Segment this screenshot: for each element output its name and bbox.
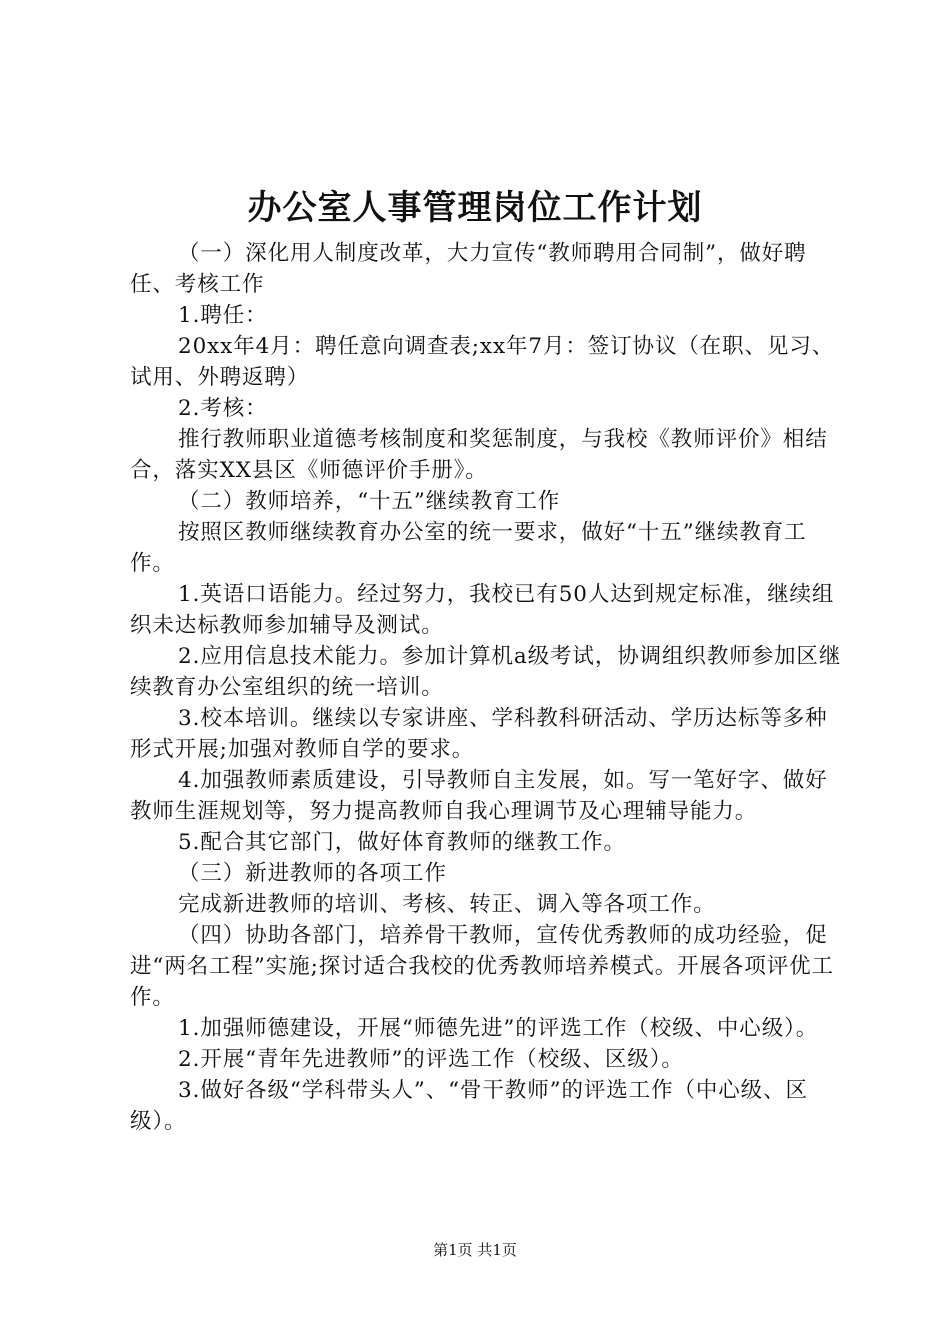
list-item-english: 1.英语口语能力。经过努力，我校已有50人达到规定标准，继续组织未达标教师参加辅导及测试。 <box>130 582 835 638</box>
section-heading-1: （一）深化用人制度改革，大力宣传“教师聘用合同制”，做好聘任、考核工作 <box>130 241 807 297</box>
section-heading-3: （三）新进教师的各项工作 <box>178 861 447 886</box>
page-footer: 第1页 共1页 <box>433 1241 517 1259</box>
list-item-pe-teachers: 5.配合其它部门，做好体育教师的继教工作。 <box>178 830 626 855</box>
document-body <box>130 238 842 1137</box>
paragraph-assessment: 推行教师职业道德考核制度和奖惩制度，与我校《教师评价》相结合，落实XX县区《师德评价手册》。 <box>130 427 828 483</box>
list-item-subject-leaders: 3.做好各级“学科带头人”、“骨干教师”的评选工作（中心级、区级）。 <box>130 1078 808 1134</box>
paragraph-appointment-schedule: 20xx年4月：聘任意向调查表;xx年7月：签订协议（在职、见习、试用、外聘返聘） <box>130 334 835 390</box>
list-item-ethics: 1.加强师德建设，开展“师德先进”的评选工作（校级、中心级）。 <box>178 1016 819 1041</box>
paragraph-new-teachers: 完成新进教师的培训、考核、转正、调入等各项工作。 <box>178 892 716 917</box>
section-heading-4: （四）协助各部门，培养骨干教师，宣传优秀教师的成功经验，促进“两名工程”实施;探讨适合我校的优秀教师培养模式。开展各项评优工作。 <box>130 923 834 1010</box>
subheading-assessment: 2.考核： <box>178 396 268 421</box>
list-item-teacher-quality: 4.加强教师素质建设，引导教师自主发展，如。写一笔好字、做好教师生涯规划等，努力提高教师自我心理调节及心理辅导能力。 <box>130 768 828 824</box>
list-item-it-skills: 2.应用信息技术能力。参加计算机a级考试，协调组织教师参加区继续教育办公室组织的统一培训。 <box>130 644 842 700</box>
document-title: 办公室人事管理岗位工作计划 <box>247 188 703 228</box>
subheading-appointment: 1.聘任： <box>178 303 268 328</box>
list-item-young-teachers: 2.开展“青年先进教师”的评选工作（校级、区级）。 <box>178 1047 684 1072</box>
section-heading-2: （二）教师培养，“十五”继续教育工作 <box>178 489 561 514</box>
paragraph-continuing-education: 按照区教师继续教育办公室的统一要求，做好“十五”继续教育工作。 <box>130 520 807 576</box>
list-item-school-training: 3.校本培训。继续以专家讲座、学科教科研活动、学历达标等多种形式开展;加强对教师自学的要求。 <box>130 706 828 762</box>
